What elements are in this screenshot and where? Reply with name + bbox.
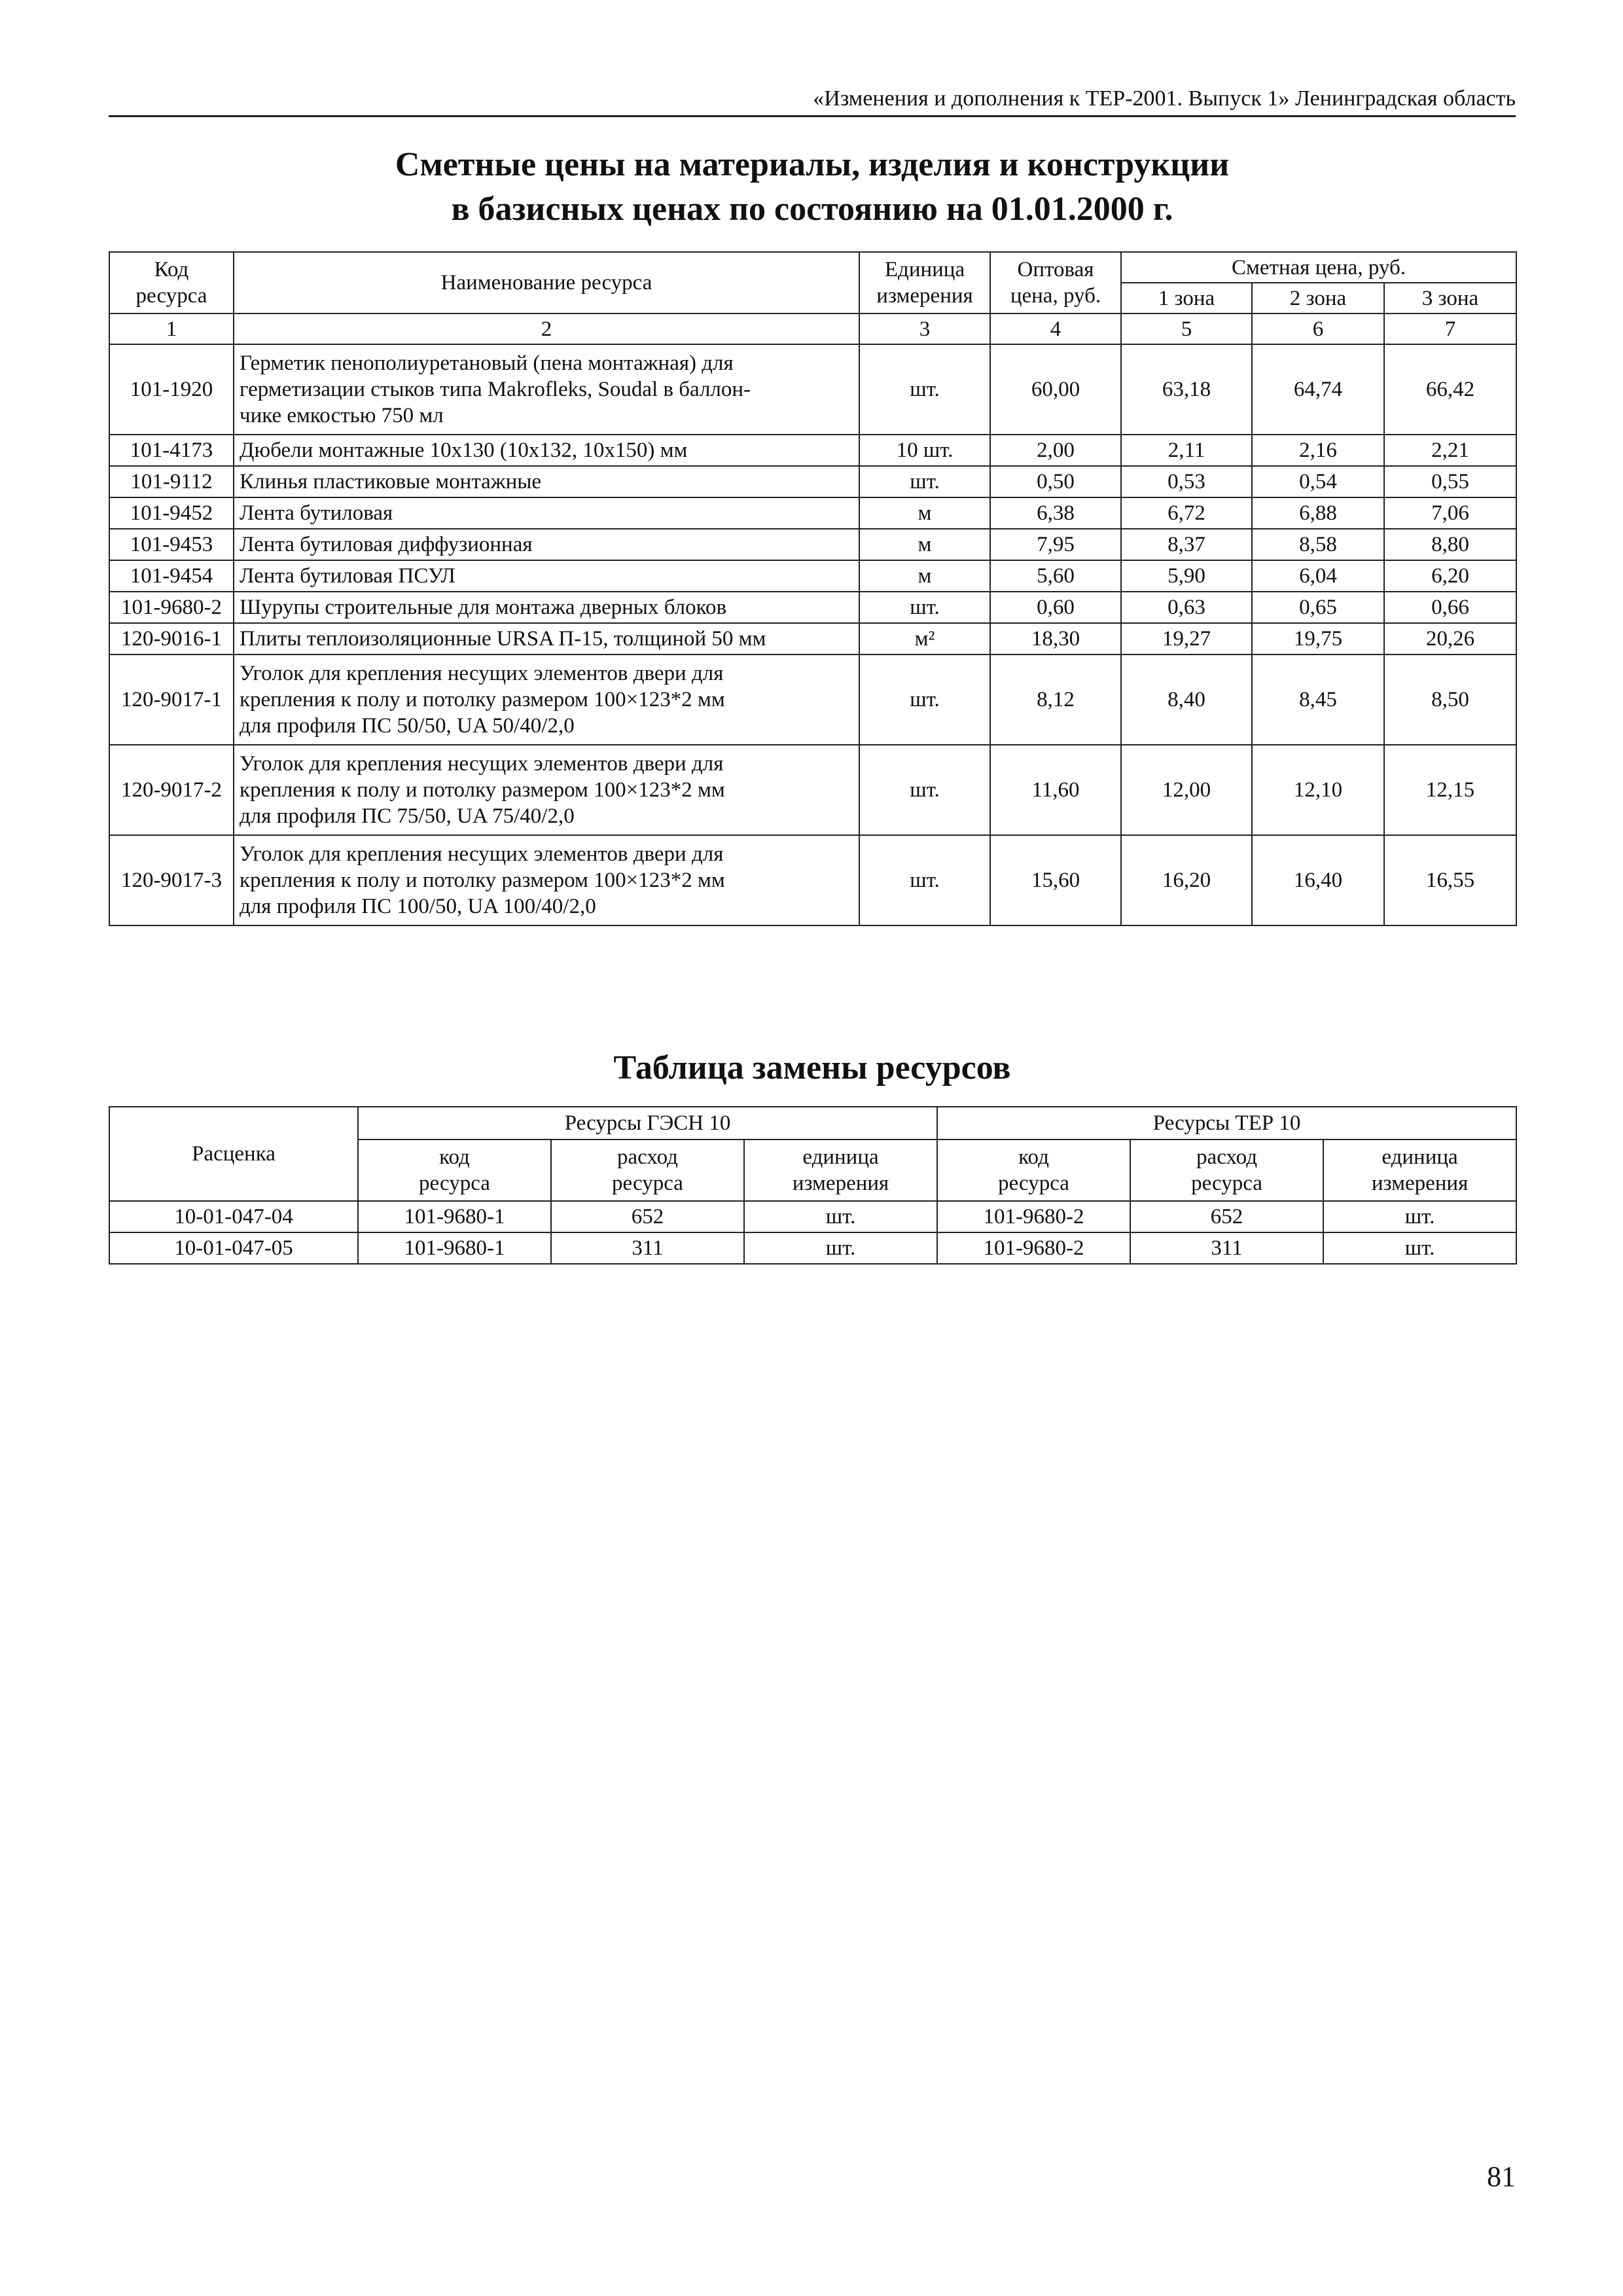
- resource-code: 101-9453: [109, 529, 234, 560]
- wholesale-price: 18,30: [990, 623, 1121, 655]
- unit-of-measure: шт.: [859, 466, 990, 497]
- wholesale-price: 60,00: [990, 344, 1121, 435]
- price-row: [109, 835, 1516, 925]
- resource-code: 120-9016-1: [109, 623, 234, 655]
- zone-2-price: 6,04: [1252, 560, 1384, 592]
- zone-1-price: 16,20: [1121, 835, 1252, 925]
- price-row: [109, 529, 1516, 560]
- price-title-line-2: в базисных ценах по состоянию на 01.01.2000 г.: [451, 190, 1173, 228]
- wholesale-price: 8,12: [990, 655, 1121, 745]
- resource-name-line: Уголок для крепления несущих элементов двери для: [240, 842, 724, 866]
- zone-3-price: 8,80: [1384, 529, 1516, 560]
- unit-of-measure: шт.: [859, 592, 990, 623]
- price-row: [109, 745, 1516, 835]
- zone-1-price: 2,11: [1121, 435, 1252, 466]
- resource-name-line: для профиля ПС 75/50, UA 75/40/2,0: [240, 804, 575, 828]
- gesn-resource-code: 101-9680-1: [358, 1232, 551, 1264]
- header-ter-resources: Ресурсы ТЕР 10: [937, 1107, 1516, 1139]
- unit-of-measure: 10 шт.: [859, 435, 990, 466]
- zone-3-price: 0,66: [1384, 592, 1516, 623]
- zone-2-price: 0,54: [1252, 466, 1384, 497]
- resource-name-line: для профиля ПС 50/50, UA 50/40/2,0: [240, 714, 575, 738]
- resource-code: 101-4173: [109, 435, 234, 466]
- gesn-unit: шт.: [744, 1232, 937, 1264]
- zone-3-price: 12,15: [1384, 745, 1516, 835]
- column-number: 4: [990, 314, 1121, 344]
- price-row: [109, 466, 1516, 497]
- wholesale-price: 0,50: [990, 466, 1121, 497]
- price-row: [109, 560, 1516, 592]
- zone-3-price: 6,20: [1384, 560, 1516, 592]
- unit-of-measure: шт.: [859, 745, 990, 835]
- resource-name: [234, 745, 859, 835]
- resource-name-line: чике емкостью 750 мл: [240, 404, 444, 427]
- wholesale-price: 6,38: [990, 497, 1121, 529]
- header-code: Код ресурса: [109, 252, 234, 314]
- resource-name-line: Дюбели монтажные 10х130 (10х132, 10х150) мм: [240, 439, 688, 462]
- ter-resource-usage: 311: [1130, 1232, 1323, 1264]
- zone-3-price: 66,42: [1384, 344, 1516, 435]
- resource-code: 101-9112: [109, 466, 234, 497]
- rate-code: 10-01-047-05: [109, 1232, 358, 1264]
- resource-name: [234, 623, 859, 655]
- zone-3-price: 16,55: [1384, 835, 1516, 925]
- page-number: 81: [1487, 2161, 1516, 2193]
- resource-code: 101-9452: [109, 497, 234, 529]
- resource-name: [234, 835, 859, 925]
- zone-2-price: 64,74: [1252, 344, 1384, 435]
- zone-3-price: 20,26: [1384, 623, 1516, 655]
- zone-1-price: 19,27: [1121, 623, 1252, 655]
- header-name: Наименование ресурса: [234, 252, 859, 314]
- header-gesn-usage: расход ресурса: [551, 1139, 744, 1201]
- wholesale-price: 15,60: [990, 835, 1121, 925]
- zone-1-price: 8,37: [1121, 529, 1252, 560]
- price-row: [109, 623, 1516, 655]
- resource-code: 101-9454: [109, 560, 234, 592]
- zone-1-price: 0,53: [1121, 466, 1252, 497]
- zone-1-price: 0,63: [1121, 592, 1252, 623]
- wholesale-price: 2,00: [990, 435, 1121, 466]
- ter-resource-usage: 652: [1130, 1201, 1323, 1232]
- resource-code: 101-9680-2: [109, 592, 234, 623]
- zone-1-price: 63,18: [1121, 344, 1252, 435]
- price-row: [109, 435, 1516, 466]
- unit-of-measure: м: [859, 560, 990, 592]
- zone-2-price: 19,75: [1252, 623, 1384, 655]
- price-table-title: [109, 143, 1516, 232]
- resource-name-line: крепления к полу и потолку размером 100×123*2 мм: [240, 778, 725, 802]
- header-ter-code: код ресурса: [937, 1139, 1130, 1201]
- running-header: [109, 84, 1516, 117]
- zone-1-price: 6,72: [1121, 497, 1252, 529]
- column-numbers-row: [109, 314, 1516, 344]
- price-table: [109, 251, 1517, 926]
- resource-name-line: Уголок для крепления несущих элементов двери для: [240, 752, 724, 776]
- price-title-line-1: Сметные цены на материалы, изделия и конструкции: [395, 146, 1230, 183]
- resource-name-line: Лента бутиловая: [240, 501, 393, 525]
- resource-name-line: Плиты теплоизоляционные URSA П-15, толщиной 50 мм: [240, 627, 766, 651]
- resource-name: [234, 592, 859, 623]
- resource-name: [234, 466, 859, 497]
- header-zone-1: 1 зона: [1121, 283, 1252, 314]
- price-row: [109, 344, 1516, 435]
- resource-name: [234, 497, 859, 529]
- wholesale-price: 7,95: [990, 529, 1121, 560]
- resource-name-line: герметизации стыков типа Makrofleks, Soudal в баллон-: [240, 378, 751, 401]
- resource-name: [234, 655, 859, 745]
- resource-code: 120-9017-3: [109, 835, 234, 925]
- zone-2-price: 8,58: [1252, 529, 1384, 560]
- zone-3-price: 2,21: [1384, 435, 1516, 466]
- zone-2-price: 6,88: [1252, 497, 1384, 529]
- zone-1-price: 5,90: [1121, 560, 1252, 592]
- replacement-row: [109, 1201, 1516, 1232]
- resource-name-line: крепления к полу и потолку размером 100×123*2 мм: [240, 688, 725, 711]
- resource-name-line: Шурупы строительные для монтажа дверных блоков: [240, 596, 727, 619]
- ter-unit: шт.: [1323, 1232, 1516, 1264]
- zone-3-price: 7,06: [1384, 497, 1516, 529]
- ter-unit: шт.: [1323, 1201, 1516, 1232]
- unit-of-measure: шт.: [859, 344, 990, 435]
- column-number: 6: [1252, 314, 1384, 344]
- resource-name-line: крепления к полу и потолку размером 100×123*2 мм: [240, 869, 725, 892]
- rate-code: 10-01-047-04: [109, 1201, 358, 1232]
- gesn-resource-code: 101-9680-1: [358, 1201, 551, 1232]
- resource-name: [234, 529, 859, 560]
- resource-name-line: Герметик пенополиуретановый (пена монтажная) для: [240, 351, 734, 375]
- resource-code: 120-9017-1: [109, 655, 234, 745]
- price-row: [109, 497, 1516, 529]
- zone-2-price: 8,45: [1252, 655, 1384, 745]
- ter-resource-code: 101-9680-2: [937, 1232, 1130, 1264]
- zone-3-price: 8,50: [1384, 655, 1516, 745]
- unit-of-measure: м²: [859, 623, 990, 655]
- price-row: [109, 655, 1516, 745]
- resource-name: [234, 435, 859, 466]
- header-unit: Единица измерения: [859, 252, 990, 314]
- header-gesn-resources: Ресурсы ГЭСН 10: [358, 1107, 937, 1139]
- zone-2-price: 2,16: [1252, 435, 1384, 466]
- unit-of-measure: шт.: [859, 655, 990, 745]
- replacement-table: [109, 1106, 1517, 1265]
- column-number: 7: [1384, 314, 1516, 344]
- resource-code: 101-1920: [109, 344, 234, 435]
- gesn-resource-usage: 311: [551, 1232, 744, 1264]
- zone-2-price: 16,40: [1252, 835, 1384, 925]
- unit-of-measure: шт.: [859, 835, 990, 925]
- resource-name: [234, 344, 859, 435]
- resource-name-line: для профиля ПС 100/50, UA 100/40/2,0: [240, 895, 596, 918]
- running-header-text: «Изменения и дополнения к ТЕР-2001. Выпуск 1» Ленинградская область: [813, 86, 1516, 111]
- gesn-resource-usage: 652: [551, 1201, 744, 1232]
- column-number: 2: [234, 314, 859, 344]
- unit-of-measure: м: [859, 529, 990, 560]
- wholesale-price: 0,60: [990, 592, 1121, 623]
- header-gesn-code: код ресурса: [358, 1139, 551, 1201]
- gesn-unit: шт.: [744, 1201, 937, 1232]
- column-number: 1: [109, 314, 234, 344]
- header-ter-usage: расход ресурса: [1130, 1139, 1323, 1201]
- resource-name-line: Лента бутиловая ПСУЛ: [240, 564, 455, 588]
- resource-name-line: Уголок для крепления несущих элементов двери для: [240, 662, 724, 685]
- resource-name-line: Лента бутиловая диффузионная: [240, 533, 533, 556]
- header-estimate-price: Сметная цена, руб.: [1121, 252, 1516, 283]
- column-number: 3: [859, 314, 990, 344]
- price-row: [109, 592, 1516, 623]
- zone-1-price: 12,00: [1121, 745, 1252, 835]
- replacement-table-title: Таблица замены ресурсов: [613, 1049, 1011, 1086]
- unit-of-measure: м: [859, 497, 990, 529]
- wholesale-price: 5,60: [990, 560, 1121, 592]
- resource-name-line: Клинья пластиковые монтажные: [240, 470, 542, 493]
- header-rate: Расценка: [109, 1107, 358, 1201]
- zone-2-price: 0,65: [1252, 592, 1384, 623]
- header-gesn-unit: единица измерения: [744, 1139, 937, 1201]
- resource-name: [234, 560, 859, 592]
- header-zone-2: 2 зона: [1252, 283, 1384, 314]
- zone-1-price: 8,40: [1121, 655, 1252, 745]
- replacement-row: [109, 1232, 1516, 1264]
- column-number: 5: [1121, 314, 1252, 344]
- ter-resource-code: 101-9680-2: [937, 1201, 1130, 1232]
- zone-2-price: 12,10: [1252, 745, 1384, 835]
- wholesale-price: 11,60: [990, 745, 1121, 835]
- header-ter-unit: единица измерения: [1323, 1139, 1516, 1201]
- zone-3-price: 0,55: [1384, 466, 1516, 497]
- resource-code: 120-9017-2: [109, 745, 234, 835]
- header-wholesale-price: Оптовая цена, руб.: [990, 252, 1121, 314]
- header-zone-3: 3 зона: [1384, 283, 1516, 314]
